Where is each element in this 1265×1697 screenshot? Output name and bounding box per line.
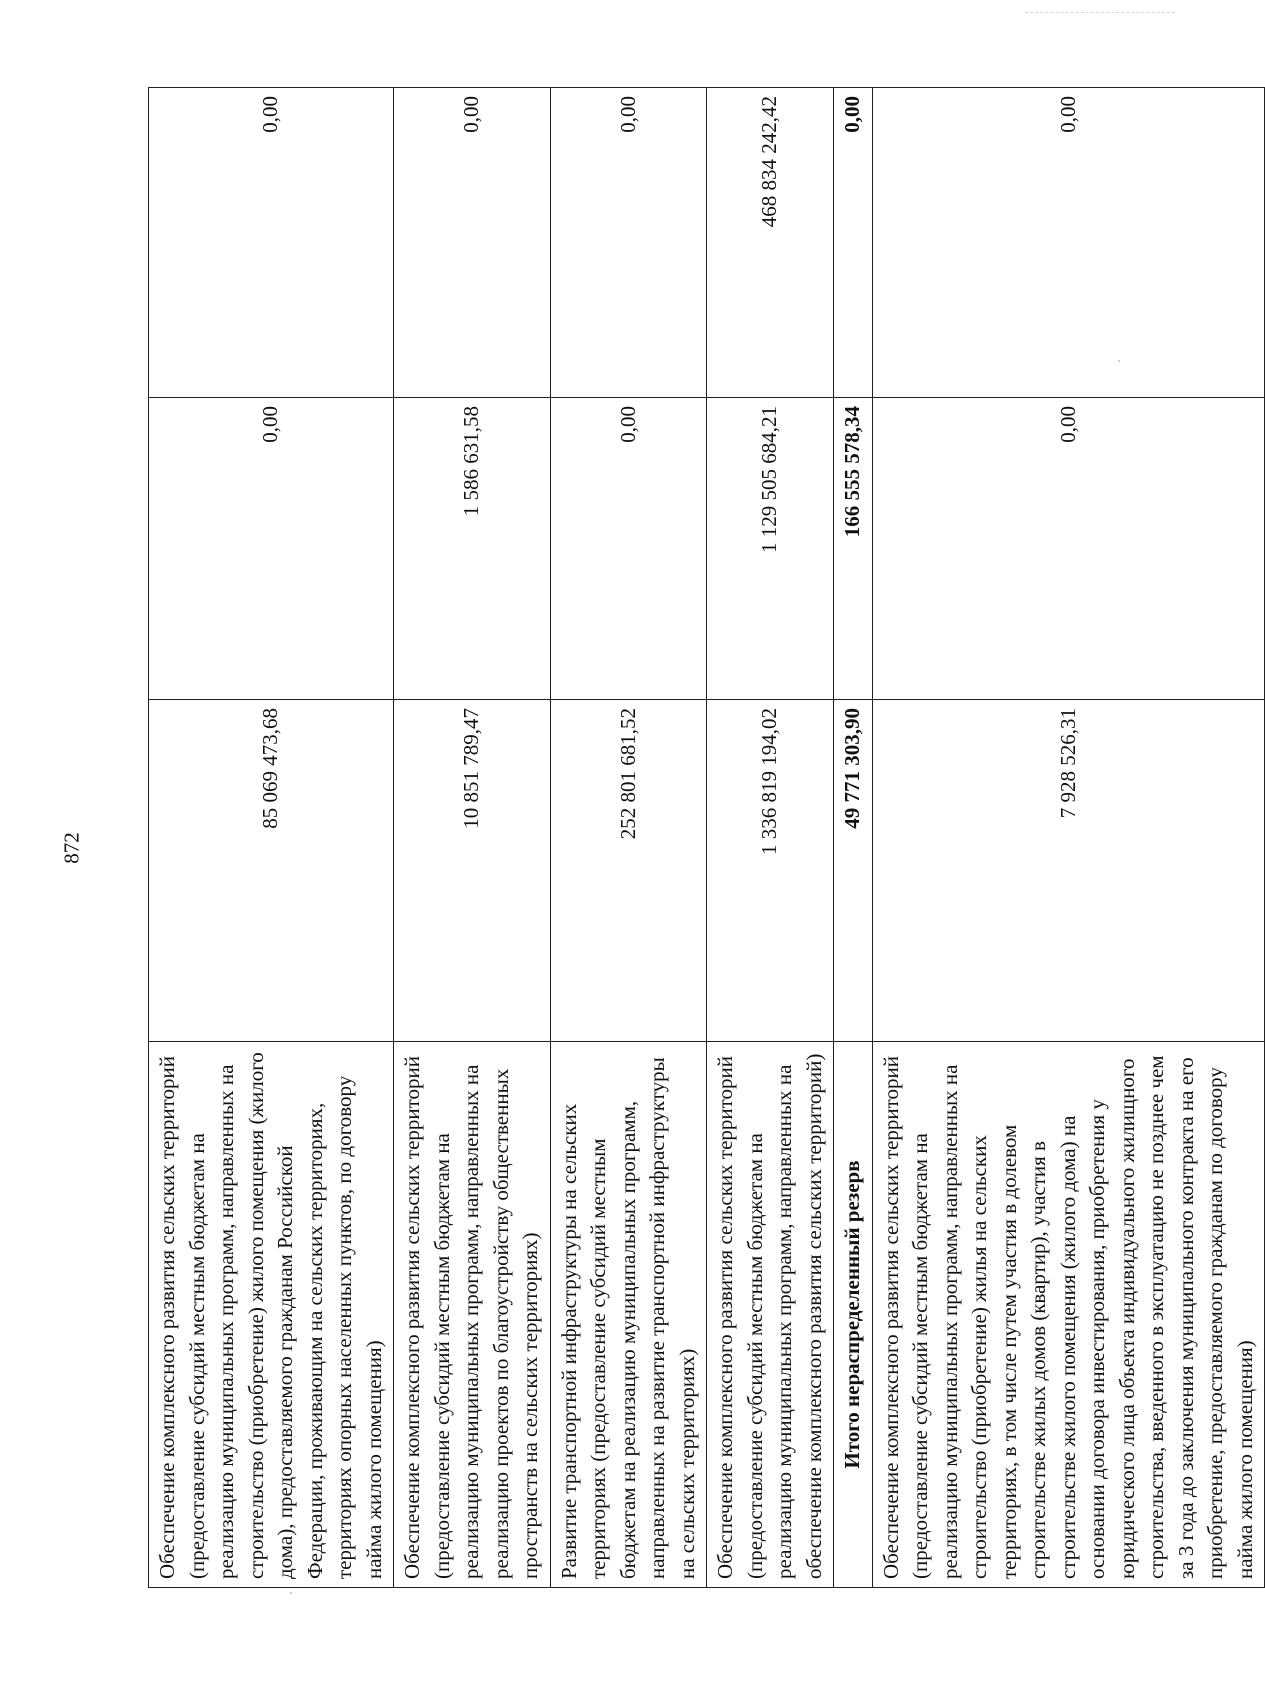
row-value-3: 0,00	[550, 88, 707, 398]
table-row	[550, 88, 707, 1588]
row-value-2: 0,00	[149, 398, 394, 700]
rotated-table-container	[148, 88, 1257, 1588]
row-value-1: 7 928 526,31	[872, 700, 1265, 1042]
row-value-2: 0,00	[872, 398, 1265, 700]
row-value-3: 0,00	[149, 88, 394, 398]
scan-artifact-dot	[1118, 360, 1120, 362]
table-row	[707, 88, 834, 1588]
row-description: Развитие транспортной инфраструктуры на сельских территориях (предоставление субсидий местным бюджетам на реализацию муниципальных программ, направленных на развитие транспортной инфраструктуры на сельских территориях)	[550, 1042, 707, 1588]
row-value-1: 252 801 681,52	[550, 700, 707, 1042]
table-row	[872, 88, 1265, 1588]
row-description: Обеспечение комплексного развития сельских территорий (предоставление субсидий местным бюджетам на реализацию муниципальных программ, направленных на строительство (приобретение) жилья на сельских территориях, в том числе путем участия в долевом строительстве жилых домов (квартир), участия в строительстве жилого помещения (жилого дома) на основании договора инвестирования, приобретения у юридического лица объекта индивидуального жилищного строительства, введенного в эксплуатацию не позднее чем за 3 года до заключения муниципального контракта на его приобретение, предоставляемого гражданам по договору найма жилого помещения)	[872, 1042, 1265, 1588]
row-value-1: 1 336 819 194,02	[707, 700, 834, 1042]
row-value-1: 10 851 789,47	[394, 700, 551, 1042]
total-value-1: 49 771 303,90	[834, 700, 873, 1042]
row-value-2: 1 129 505 684,21	[707, 398, 834, 700]
page-number: 872	[59, 832, 84, 864]
total-row	[834, 88, 873, 1588]
row-value-3: 0,00	[394, 88, 551, 398]
row-description: Обеспечение комплексного развития сельских территорий (предоставление субсидий местным бюджетам на реализацию муниципальных программ, направленных на строительство (приобретение) жилого помещения (жилого дома), предоставляемого гражданам Российской Федерации, проживающим на сельских территориях, территориях опорных населенных пунктов, по договору найма жилого помещения)	[149, 1042, 394, 1588]
total-label: Итого нераспределенный резерв	[834, 1042, 873, 1588]
total-value-3: 0,00	[834, 88, 873, 398]
row-value-3: 468 834 242,42	[707, 88, 834, 398]
row-value-2: 1 586 631,58	[394, 398, 551, 700]
total-value-2: 166 555 578,34	[834, 398, 873, 700]
row-value-2: 0,00	[550, 398, 707, 700]
table-row	[149, 88, 394, 1588]
row-value-3: 0,00	[872, 88, 1265, 398]
row-value-1: 85 069 473,68	[149, 700, 394, 1042]
scan-artifact-line	[1025, 12, 1175, 14]
budget-table	[148, 87, 1265, 1588]
row-description: Обеспечение комплексного развития сельских территорий (предоставление субсидий местным бюджетам на реализацию муниципальных программ, направленных на реализацию проектов по благоустройству общественных пространств на сельских территориях)	[394, 1042, 551, 1588]
table-row	[394, 88, 551, 1588]
scan-artifact-dot	[290, 1592, 292, 1594]
row-description: Обеспечение комплексного развития сельских территорий (предоставление субсидий местным бюджетам на реализацию муниципальных программ, направленных на обеспечение комплексного развития сельских территорий)	[707, 1042, 834, 1588]
